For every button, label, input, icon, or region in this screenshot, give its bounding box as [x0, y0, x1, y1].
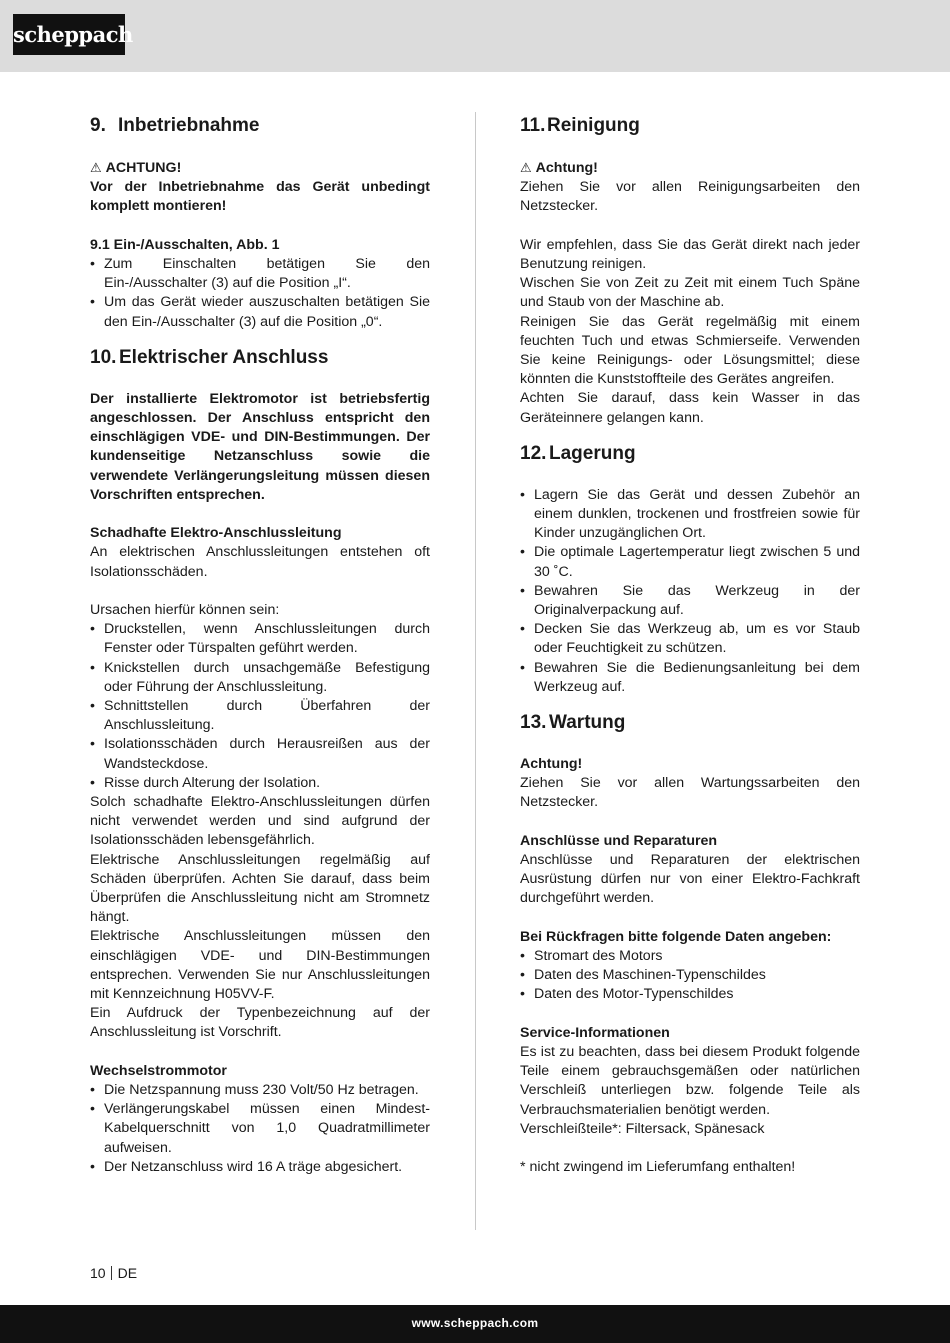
section-13-heading: [520, 709, 860, 737]
switch-instructions-list: [90, 255, 430, 332]
motor-list: [90, 1081, 430, 1177]
section-title: Reinigung: [547, 115, 640, 136]
warning-text: Vor der Inbetriebnahme das Gerät unbedingt komplett montieren!: [90, 179, 430, 215]
warning-triangle-icon: ⚠: [520, 160, 532, 175]
subsection-title: Service-Informationen: [520, 1024, 670, 1041]
footnote: * nicht zwingend im Lieferumfang enthalten!: [520, 1159, 796, 1176]
list-item: • Daten des Maschinen-Typenschildes: [520, 966, 860, 985]
list-item: • Der Netzanschluss wird 16 A träge abgesichert.: [90, 1158, 430, 1177]
paragraph: Reinigen Sie das Gerät regelmäßig mit einem feuchten Tuch und etwas Schmierseife. Verwenden Sie keine Reinigungs- oder Lösungsmittel; diese könnten die Kunststoffteile des Gerätes angreifen.: [520, 313, 860, 388]
scheppach-logo: scheppach: [13, 14, 125, 55]
list-item: • Knickstellen durch unsachgemäße Befestigung oder Führung der Anschlussleitung.: [90, 659, 430, 697]
list-item: • Druckstellen, wenn Anschlussleitungen durch Fenster oder Türspalten geführt werden.: [90, 620, 430, 658]
warning-text: Ziehen Sie vor allen Wartungssarbeiten den Netzstecker.: [520, 775, 860, 811]
list-item: • Lagern Sie das Gerät und dessen Zubehör an einem dunklen, trockenen und frostfreien sowie für Kinder unzugänglichen Ort.: [520, 486, 860, 544]
paragraph: Anschlüsse und Reparaturen der elektrischen Ausrüstung dürfen nur von einer Elektro-Fachkraft durchgeführt werden.: [520, 852, 860, 907]
list-item: • Decken Sie das Werkzeug ab, um es vor Staub oder Feuchtigkeit zu schützen.: [520, 620, 860, 658]
subsection-title: Wechselstrommotor: [90, 1062, 227, 1079]
section-number: 13.: [520, 712, 547, 734]
subsection-title: Anschlüsse und Reparaturen: [520, 832, 718, 849]
subsection-title: 9.1 Ein-/Ausschalten, Abb. 1: [90, 236, 280, 253]
causes-list: [90, 620, 430, 793]
list-item: • Bewahren Sie das Werkzeug in der Originalverpackung auf.: [520, 582, 860, 620]
subsection-title: Schadhafte Elektro-Anschlussleitung: [90, 525, 342, 542]
storage-list: [520, 486, 860, 697]
list-item: • Zum Einschalten betätigen Sie den Ein-/Ausschalter (3) auf die Position „I“.: [90, 255, 430, 293]
list-item: • Isolationsschäden durch Herausreißen aus der Wandsteckdose.: [90, 735, 430, 773]
section-12-heading: [520, 440, 860, 468]
website-link[interactable]: www.scheppach.com: [411, 1316, 539, 1330]
left-column: [90, 112, 430, 1177]
list-item: • Stromart des Motors: [520, 947, 860, 966]
section-number: 10.: [90, 346, 117, 368]
warning-label: Achtung!: [520, 756, 583, 773]
section-title: Elektrischer Anschluss: [119, 346, 329, 368]
page-footer: [0, 1305, 950, 1343]
list-item: • Risse durch Alterung der Isolation.: [90, 774, 430, 793]
section-number: 9.: [90, 115, 106, 136]
list-item: • Verlängerungskabel müssen einen Mindest-Kabelquerschnitt von 1,0 Quadratmillimeter aufweisen.: [90, 1100, 430, 1158]
paragraph: Verschleißteile*: Filtersack, Spänesack: [520, 1120, 765, 1137]
paragraph: Elektrische Anschlussleitungen müssen den einschlägigen VDE- und DIN-Bestimmungen entsprechen. Verwenden Sie nur Anschlussleitungen mit Kennzeichnung H05VV-F.: [90, 928, 430, 1003]
paragraph: Wir empfehlen, dass Sie das Gerät direkt nach jeder Benutzung reinigen.: [520, 236, 860, 272]
warning-triangle-icon: ⚠: [90, 160, 102, 175]
section-title: Wartung: [549, 712, 626, 734]
subsection-title: Bei Rückfragen bitte folgende Daten angeben:: [520, 928, 832, 945]
paragraph: Wischen Sie von Zeit zu Zeit mit einem Tuch Späne und Staub von der Maschine ab.: [520, 275, 860, 311]
paragraph: Ein Aufdruck der Typenbezeichnung auf der Anschlussleitung ist Vorschrift.: [90, 1005, 430, 1041]
list-item: • Um das Gerät wieder auszuschalten betätigen Sie den Ein-/Ausschalter (3) auf die Position „0“.: [90, 293, 430, 331]
list-item: • Bewahren Sie die Bedienungsanleitung bei dem Werkzeug auf.: [520, 659, 860, 697]
intro-text: Der installierte Elektromotor ist betriebsfertig angeschlossen. Der Anschluss entspricht den einschlägigen VDE- und DIN-Bestimmungen. Der kundenseitige Netzanschluss sowie die verwendete Verlängerungsleitung müssen diesen Vorschriften entsprechen.: [90, 390, 430, 503]
list-item: • Daten des Motor-Typenschildes: [520, 985, 860, 1004]
section-number: 12.: [520, 442, 547, 464]
list-item: • Schnittstellen durch Überfahren der Anschlussleitung.: [90, 697, 430, 735]
warning-label: ⚠ Achtung!: [520, 160, 598, 176]
section-10-heading: [90, 344, 430, 372]
section-title: Inbetriebnahme: [118, 115, 260, 136]
data-list: [520, 947, 860, 1005]
page-number: 10 DE: [90, 1265, 138, 1281]
section-9-heading: [90, 112, 430, 140]
column-divider: [475, 112, 476, 1230]
paragraph: An elektrischen Anschlussleitungen entstehen oft Isolationsschäden.: [90, 544, 430, 580]
section-number: 11.: [520, 115, 546, 136]
right-column: [520, 112, 860, 1177]
warning-label: ⚠ ACHTUNG!: [90, 160, 182, 176]
page-header: [0, 0, 950, 72]
paragraph: Solch schadhafte Elektro-Anschlussleitungen dürfen nicht verwendet werden und sind aufgrund der Isolationsschäden lebensgefährlich.: [90, 794, 430, 849]
list-item: • Die Netzspannung muss 230 Volt/50 Hz betragen.: [90, 1081, 430, 1100]
paragraph: Achten Sie darauf, dass kein Wasser in das Geräteinnere gelangen kann.: [520, 390, 860, 426]
section-11-heading: [520, 112, 860, 140]
paragraph: Elektrische Anschlussleitungen regelmäßig auf Schäden überprüfen. Achten Sie darauf, dass beim Überprüfen die Anschlussleitung nicht am Stromnetz hängt.: [90, 851, 430, 926]
separator: [111, 1266, 112, 1280]
paragraph: Ursachen hierfür können sein:: [90, 602, 280, 619]
list-item: • Die optimale Lagertemperatur liegt zwischen 5 und 30 ˚C.: [520, 543, 860, 581]
paragraph: Es ist zu beachten, dass bei diesem Produkt folgende Teile einem gebrauchsgemäßen oder natürlichen Verschleiß unterliegen bzw. folgende Teile als Verbrauchsmaterialien benötigt werden.: [520, 1044, 860, 1118]
warning-text: Ziehen Sie vor allen Reinigungsarbeiten den Netzstecker.: [520, 179, 860, 215]
section-title: Lagerung: [549, 442, 636, 464]
